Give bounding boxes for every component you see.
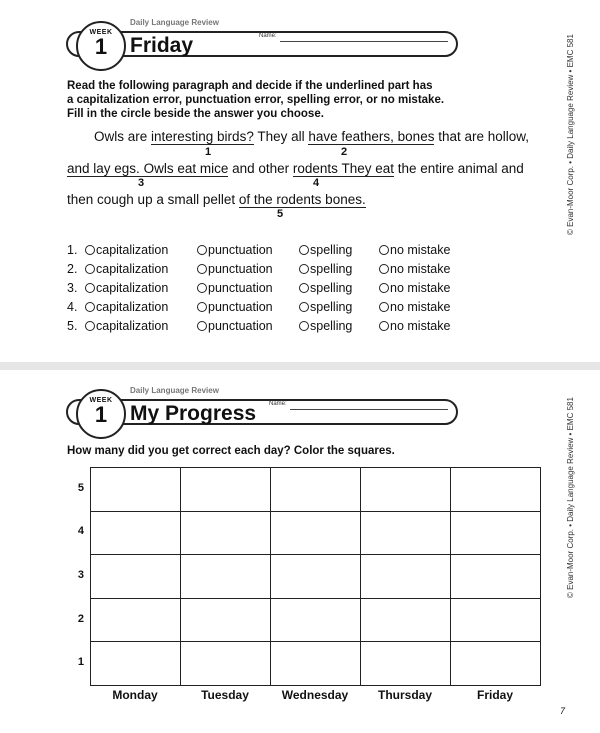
week-label: WEEK [89,397,113,404]
radio-circle-icon[interactable] [379,283,389,293]
answer-option-label: spelling [310,262,353,276]
y-axis-label: 5 [77,481,84,494]
answer-option[interactable] [379,281,450,295]
series-label: Daily Language Review [130,18,219,27]
progress-square[interactable] [360,511,451,556]
radio-circle-icon[interactable] [299,264,309,274]
radio-circle-icon[interactable] [197,245,207,255]
paragraph-line-1 [94,129,529,144]
instructions-line: Fill in the circle beside the answer you choose. [67,108,324,120]
paragraph-text: and other [228,161,293,176]
page-number: 7 [560,706,566,716]
answer-option[interactable] [379,262,450,276]
y-axis-label: 2 [77,612,84,625]
answer-option-label: spelling [310,243,353,257]
page-divider [0,362,600,370]
question-number: 5. [67,319,78,333]
radio-circle-icon[interactable] [299,302,309,312]
answer-option-label: punctuation [208,262,273,276]
answer-option[interactable] [197,262,273,276]
week-number: 1 [94,402,108,427]
instructions-line: Read the following paragraph and decide if the underlined part has [67,80,433,92]
radio-circle-icon[interactable] [85,302,95,312]
underlined-part-1: interesting birds? [151,129,254,144]
answer-option-label: capitalization [96,300,169,314]
answer-option[interactable] [197,243,273,257]
question-number: 1. [67,243,78,257]
progress-square[interactable] [180,467,271,512]
marker-2: 2 [341,146,348,158]
progress-square[interactable] [90,467,181,512]
radio-circle-icon[interactable] [85,321,95,331]
underlined-part-2: have feathers, bones [308,129,435,144]
answer-option-label: no mistake [390,319,451,333]
progress-square[interactable] [90,598,181,643]
progress-square[interactable] [360,598,451,643]
name-line [280,41,448,42]
answer-option-label: capitalization [96,262,169,276]
paragraph-line-3 [67,192,366,207]
radio-circle-icon[interactable] [85,264,95,274]
underlined-part-4: rodents They eat [292,161,394,176]
underlined-part-3 [67,161,228,177]
radio-circle-icon[interactable] [299,245,309,255]
answer-option-label: no mistake [390,281,451,295]
answer-option[interactable] [299,281,352,295]
y-axis-label: 1 [77,656,84,669]
answer-option[interactable] [85,243,168,257]
paragraph-text: that are hollow, [434,129,530,144]
radio-circle-icon[interactable] [85,283,95,293]
progress-square[interactable] [90,511,181,556]
instructions [67,79,444,121]
progress-square[interactable] [270,467,361,512]
progress-square[interactable] [450,598,541,643]
marker-3: 3 [138,177,145,189]
answer-option[interactable] [299,319,352,333]
y-axis-label: 3 [77,569,84,581]
answer-option-label: spelling [310,319,353,333]
radio-circle-icon[interactable] [379,264,389,274]
progress-square[interactable] [90,554,181,599]
answer-option-label: no mistake [390,243,451,257]
progress-square[interactable] [180,641,271,686]
answer-option-label: spelling [310,281,353,295]
paragraph-text: the entire animal and [393,161,524,176]
answer-option-label: punctuation [208,319,273,333]
radio-circle-icon[interactable] [379,245,389,255]
question-number: 3. [67,281,78,295]
week-number: 1 [94,34,108,59]
underlined-part-5: of the rodents bones. [238,192,366,207]
day-label: Thursday [377,688,432,702]
day-label: Wednesday [281,688,349,702]
answer-option-label: spelling [310,300,353,314]
answer-option-label: punctuation [208,243,273,257]
answer-option[interactable] [379,243,450,257]
progress-square[interactable] [360,641,451,686]
progress-square[interactable] [450,467,541,512]
answer-option[interactable] [299,262,352,276]
radio-circle-icon[interactable] [379,302,389,312]
y-axis-label: 4 [77,525,84,538]
progress-square[interactable] [450,641,541,686]
paragraph-text: Owls are [94,129,152,144]
radio-circle-icon[interactable] [197,321,207,331]
side-credit: © Evan-Moor Corp. • Daily Language Review • EMC 581 [566,34,575,235]
answer-option-label: capitalization [96,243,169,257]
progress-square[interactable] [270,511,361,556]
answer-option[interactable] [197,281,273,295]
radio-circle-icon[interactable] [299,283,309,293]
answer-option-label: punctuation [208,281,273,295]
answer-option-label: no mistake [390,262,451,276]
answer-option-label: capitalization [96,319,169,333]
progress-square[interactable] [270,598,361,643]
progress-square[interactable] [270,641,361,686]
underlined-text: Owls eat mice [143,161,229,176]
progress-instructions: How many did you get correct each day? Color the squares. [67,445,395,457]
progress-square[interactable] [270,554,361,599]
marker-4: 4 [313,177,320,189]
marker-1: 1 [205,146,212,158]
underlined-text: and lay egs. [67,161,140,176]
progress-square[interactable] [90,641,181,686]
week-label: WEEK [89,29,113,36]
name-label: Name: [269,401,287,407]
question-number: 4. [67,300,78,314]
paragraph-text: then cough up a small pellet [67,192,239,207]
radio-circle-icon[interactable] [379,321,389,331]
answer-option[interactable] [197,300,273,314]
day-label: Monday [112,688,158,702]
week-badge [76,21,126,71]
day-label: Friday [476,688,513,702]
paragraph-line-2 [67,161,524,176]
name-label: Name: [259,33,277,39]
radio-circle-icon[interactable] [197,264,207,274]
series-label: Daily Language Review [130,386,219,395]
instructions-line: a capitalization error, punctuation error, spelling error, or no mistake. [67,94,445,106]
radio-circle-icon[interactable] [197,302,207,312]
page-title: Friday [130,34,194,57]
page-title: My Progress [130,402,257,425]
week-badge [76,389,126,439]
answer-option[interactable] [299,300,352,314]
answer-option[interactable] [85,281,168,295]
answer-option-label: no mistake [390,300,451,314]
answer-option-label: capitalization [96,281,169,295]
marker-5: 5 [277,208,284,220]
answer-option[interactable] [85,262,168,276]
progress-square[interactable] [450,511,541,556]
radio-circle-icon[interactable] [85,245,95,255]
paragraph-text: They all [253,129,309,144]
progress-square[interactable] [180,511,271,556]
answer-option[interactable] [379,300,450,314]
answer-option[interactable] [85,319,168,333]
progress-square[interactable] [360,467,451,512]
question-number: 2. [67,262,78,276]
answer-option[interactable] [197,319,273,333]
name-line [290,409,448,410]
side-credit: © Evan-Moor Corp. • Daily Language Review • EMC 581 [566,397,575,598]
radio-circle-icon[interactable] [299,321,309,331]
progress-square[interactable] [180,598,271,643]
progress-square[interactable] [180,554,271,599]
progress-square[interactable] [360,554,451,599]
progress-square[interactable] [450,554,541,599]
radio-circle-icon[interactable] [197,283,207,293]
answer-option-label: punctuation [208,300,273,314]
answer-option[interactable] [299,243,352,257]
answer-option[interactable] [379,319,450,333]
answer-option[interactable] [85,300,168,314]
day-label: Tuesday [201,688,249,702]
